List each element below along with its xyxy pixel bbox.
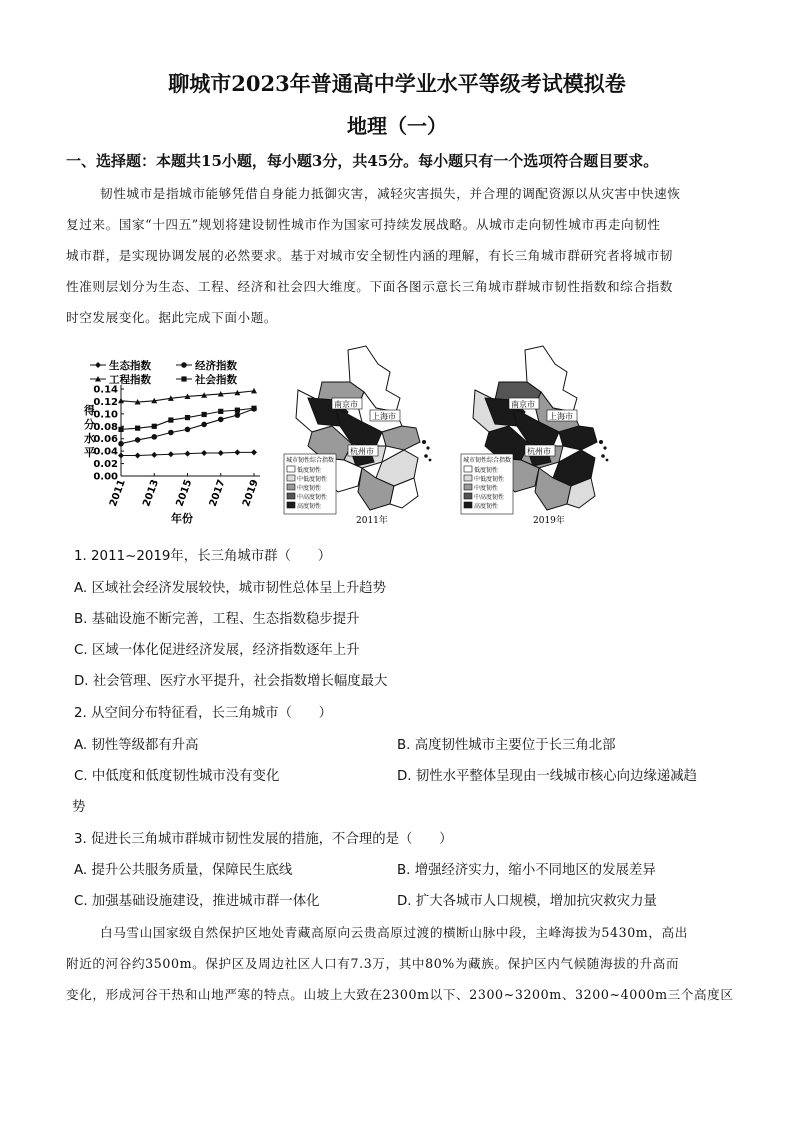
city-label-shanghai: 上海市 <box>549 412 573 421</box>
passage-2-line: 白马雪山国家级自然保护区地处青藏高原向云贵高原过渡的横断山脉中段，主峰海拔为5430m，高出 <box>100 925 688 940</box>
y-axis-label: 水 <box>84 432 95 445</box>
passage-2-line: 附近的河谷约3500m。保护区及周边社区人口有7.3万，其中80%为藏族。保护区内气候随海拔的升高而 <box>66 956 680 971</box>
chart-point <box>235 412 241 418</box>
legend-title: 城市韧性综合指数 <box>463 457 512 464</box>
legend-label: 中低度韧性 <box>297 476 328 483</box>
question-1-option-c[interactable]: C. 区域一体化促进经济发展，经济指数逐年上升 <box>74 643 360 658</box>
passage-1-line: 韧性城市是指城市能够凭借自身能力抵御灾害，减轻灾害损失，并合理的调配资源以从灾害中快速恢 <box>100 186 681 201</box>
legend-label: 生态指数 <box>109 360 151 372</box>
map-island <box>426 446 429 449</box>
y-tick-label: 0.08 <box>93 421 118 433</box>
y-axis-label: 平 <box>84 446 95 459</box>
legend-label: 工程指数 <box>109 374 151 386</box>
chart-point <box>201 422 207 428</box>
chart-point <box>218 450 224 456</box>
legend-label: 低度韧性 <box>474 467 499 474</box>
y-tick-label: 0.12 <box>93 396 118 408</box>
question-3-stem: 3. 促进长三角城市群城市韧性发展的措施，不合理的是（ ） <box>74 832 453 847</box>
map-2011-legend <box>284 454 336 514</box>
y-axis-label: 分 <box>84 418 95 431</box>
question-3-option-a[interactable]: A. 提升公共服务质量，保障民生底线 <box>74 863 293 878</box>
y-tick-label: 0.14 <box>93 384 118 396</box>
y-tick-label: 0.02 <box>93 459 118 471</box>
legend-label: 中高度韧性 <box>474 494 505 501</box>
question-2-option-b[interactable]: B. 高度韧性城市主要位于长三角北部 <box>397 738 616 753</box>
y-axis-label: 得 <box>84 404 95 417</box>
map-island <box>603 446 606 449</box>
chart-point <box>135 426 140 431</box>
page-title: 聊城市2023年普通高中学业水平等级考试模拟卷 <box>168 71 626 96</box>
question-2-option-a[interactable]: A. 韧性等级都有升高 <box>74 738 199 753</box>
passage-1-line: 时空发展变化。据此完成下面小题。 <box>66 310 278 325</box>
legend-title: 城市韧性综合指数 <box>286 457 335 464</box>
passage-1-line: 性准则层划分为生态、工程、经济和社会四大维度。下面各图示意长三角城市群城市韧性指数和综合指数 <box>66 279 673 294</box>
question-1-option-b[interactable]: B. 基础设施不断完善，工程、生态指数稳步提升 <box>74 612 360 627</box>
legend-label: 高度韧性 <box>297 503 322 510</box>
legend-label: 高度韧性 <box>474 503 499 510</box>
chart-legend <box>90 359 237 386</box>
chart-point <box>118 427 123 432</box>
map-year-2011: 2011年 <box>356 516 388 526</box>
chart-series <box>118 388 257 459</box>
question-2-option-d-continued: 势 <box>72 800 86 815</box>
chart-point <box>118 441 124 447</box>
chart-point <box>202 412 207 417</box>
x-tick-label: 2015 <box>174 478 195 509</box>
chart-point <box>235 408 240 413</box>
question-3-option-b[interactable]: B. 增强经济实力，缩小不同地区的发展差异 <box>397 863 656 878</box>
question-2-option-d[interactable]: D. 韧性水平整体呈现由一线城市核心向边缘递减趋 <box>397 769 698 784</box>
chart-point <box>95 362 101 368</box>
chart-point <box>181 362 187 368</box>
question-2-stem: 2. 从空间分布特征看，长三角城市（ ） <box>74 706 333 721</box>
legend-label: 低度韧性 <box>297 467 322 474</box>
question-3-option-d[interactable]: D. 扩大各城市人口规模，增加抗灾救灾力量 <box>397 894 657 909</box>
city-label-hangzhou: 杭州市 <box>527 447 551 456</box>
x-tick-label: 2017 <box>207 478 228 509</box>
city-label-nanjing: 南京市 <box>511 400 535 409</box>
chart-point <box>168 430 174 436</box>
map-2019 <box>455 342 625 527</box>
question-3-option-c[interactable]: C. 加强基础设施建设，推进城市群一体化 <box>74 894 320 909</box>
legend-label: 经济指数 <box>195 360 237 372</box>
y-tick-label: 0.06 <box>93 434 118 446</box>
series-line <box>121 409 254 444</box>
chart-point <box>181 376 186 381</box>
legend-label: 社会指数 <box>195 374 237 386</box>
legend-swatch-mid <box>464 484 472 490</box>
passage-1-line: 城市群，是实现协调发展的必然要求。基于对城市安全韧性内涵的理解，有长三角城市群研究者将城市韧 <box>66 248 673 263</box>
passage-1-line: 复过来。国家“十四五”规划将建设韧性城市作为国家可持续发展战略。从城市走向韧性城市再走向韧性 <box>66 217 661 232</box>
map-island <box>422 440 426 444</box>
chart-point <box>135 437 141 443</box>
chart-point <box>218 417 224 423</box>
chart-point <box>152 424 157 429</box>
x-tick-label: 2013 <box>141 478 162 509</box>
legend-swatch-mid-low <box>464 475 472 481</box>
legend-label: 中度韧性 <box>474 485 499 492</box>
y-tick-label: 0.00 <box>93 471 118 483</box>
map-year-2019: 2019年 <box>533 516 565 526</box>
page-subtitle: 地理（一） <box>347 114 447 138</box>
chart-point <box>234 449 240 455</box>
chart-point <box>168 417 173 422</box>
y-tick-label: 0.04 <box>93 446 118 458</box>
chart-point <box>185 427 191 433</box>
legend-swatch-mid-high <box>464 493 472 499</box>
legend-swatch-high <box>287 502 295 508</box>
x-tick-label: 2019 <box>240 478 261 509</box>
chart-point <box>251 406 256 411</box>
legend-swatch-mid-high <box>287 493 295 499</box>
chart-point <box>251 449 257 455</box>
legend-swatch-low <box>464 466 472 472</box>
city-label-nanjing: 南京市 <box>334 400 358 409</box>
chart-point <box>151 452 157 458</box>
x-axis-label: 年份 <box>171 512 193 525</box>
chart-point <box>218 409 223 414</box>
legend-swatch-high <box>464 502 472 508</box>
legend-swatch-mid-low <box>287 475 295 481</box>
legend-swatch-low <box>287 466 295 472</box>
city-label-hangzhou: 杭州市 <box>350 447 374 456</box>
map-island <box>599 440 603 444</box>
chart-point <box>151 434 157 440</box>
chart-point <box>185 451 191 457</box>
legend-label: 中度韧性 <box>297 485 322 492</box>
chart-point <box>168 451 174 457</box>
chart-point <box>185 415 190 420</box>
map-island <box>424 454 428 458</box>
resilience-index-chart <box>76 356 266 526</box>
section-heading: 一、选择题：本题共15小题，每小题3分，共45分。每小题只有一个选项符合题目要求。 <box>66 152 659 170</box>
map-island <box>601 454 605 458</box>
legend-label: 中低度韧性 <box>474 476 505 483</box>
x-tick-label: 2011 <box>107 478 128 509</box>
legend-label: 中高度韧性 <box>297 494 328 501</box>
question-1-option-d[interactable]: D. 社会管理、医疗水平提升，社会指数增长幅度最大 <box>74 674 388 689</box>
passage-2-line: 变化，形成河谷干热和山地严寒的特点。山坡上大致在2300m以下、2300~3200m、3200~4000m三个高度区 <box>66 987 734 1002</box>
map-island <box>429 459 432 462</box>
question-1-stem: 1. 2011~2019年，长三角城市群（ ） <box>74 549 332 564</box>
question-1-option-a[interactable]: A. 区域社会经济发展较快，城市韧性总体呈上升趋势 <box>74 581 387 596</box>
chart-point <box>135 452 141 458</box>
question-2-option-c[interactable]: C. 中低度和低度韧性城市没有变化 <box>74 769 280 784</box>
chart-point <box>201 450 207 456</box>
map-island <box>606 459 609 462</box>
city-label-shanghai: 上海市 <box>372 412 396 421</box>
map-2011 <box>278 342 448 527</box>
y-tick-label: 0.10 <box>93 409 118 421</box>
map-2019-legend <box>461 454 513 514</box>
chart-point <box>118 452 124 458</box>
legend-swatch-mid <box>287 484 295 490</box>
